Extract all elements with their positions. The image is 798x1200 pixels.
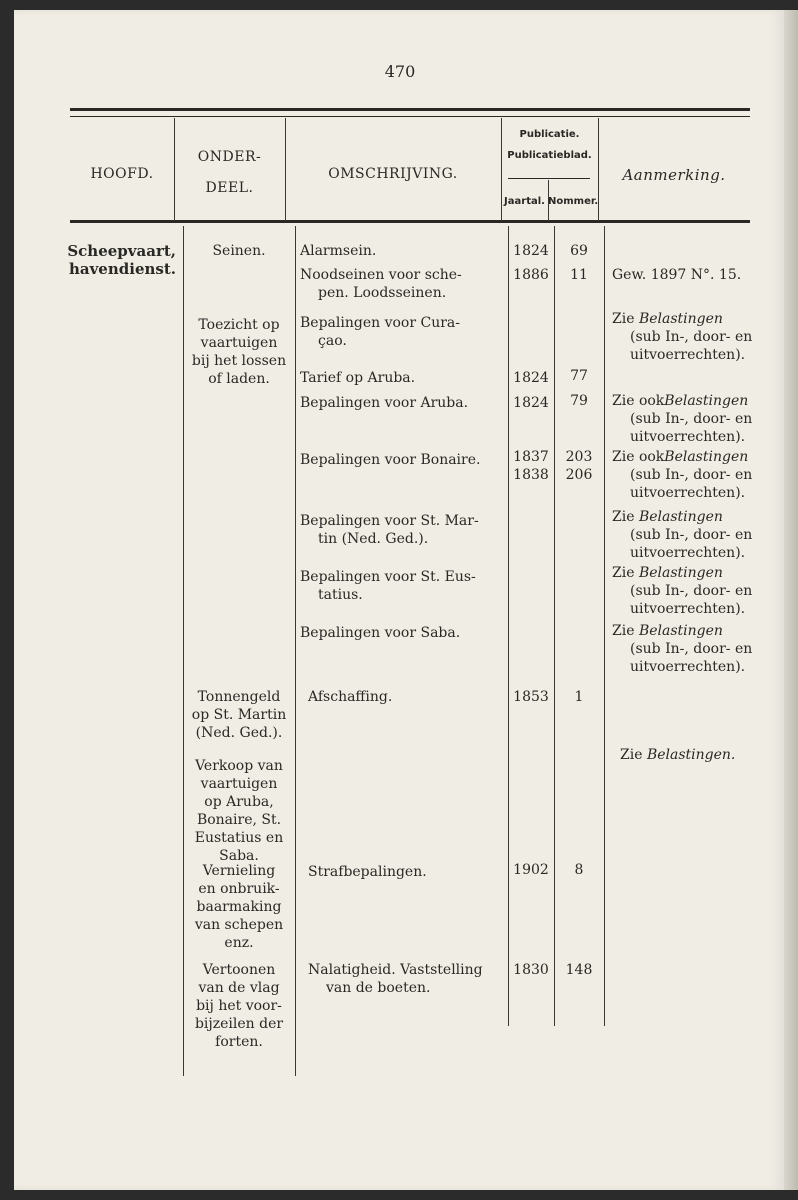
column-line (295, 226, 296, 1076)
omschrijving-cell (300, 369, 500, 387)
text-line: Verkoop van (195, 758, 283, 774)
header-divider (174, 118, 175, 221)
jaartal-cell: 1824 (513, 370, 549, 386)
text-line: op St. Martin (191, 707, 287, 723)
text-line: Bepalingen voor Aruba. (300, 395, 469, 411)
text-line: (sub In-, door- en (630, 583, 753, 599)
jaartal-cell: 1886 (513, 267, 549, 283)
text-line: Bonaire, St. (196, 812, 282, 828)
text-line: 206 (565, 467, 593, 483)
text-line: çao. (318, 333, 347, 349)
jaartal-cell: 1853 (513, 689, 549, 705)
text-line: (sub In-, door- en (630, 641, 753, 657)
text-line: van de boeten. (326, 980, 431, 996)
text-line: uitvoerrechten). (630, 347, 746, 363)
text-line: Belastingen (638, 565, 723, 581)
aanmerking-cell: Gew. 1897 N°. 15. (612, 267, 742, 283)
aanmerking-cell (612, 310, 762, 364)
text-line: baarmaking (196, 899, 282, 915)
hoofd-line-1: Scheepvaart, (67, 242, 176, 260)
hoofd-line-2: havendienst. (68, 260, 176, 278)
text-line: bijzeilen der (194, 1016, 284, 1032)
header-rule-bottom (70, 220, 750, 223)
header-jaartal: Jaartal. (504, 196, 545, 207)
text-line: Bepalingen voor Bonaire. (300, 452, 481, 468)
nommer-cell: 148 (565, 962, 593, 978)
text-line: Vertoonen (202, 962, 276, 978)
aanmerking-cell (612, 392, 762, 446)
text-line: van schepen (194, 917, 284, 933)
text-line: forten. (215, 1034, 263, 1050)
text-line: vaartuigen (200, 335, 278, 351)
omschrijving-cell (308, 863, 498, 881)
text-line: Bepalingen voor Cura- (300, 315, 460, 331)
text-line: Tonnengeld (197, 689, 281, 705)
text-line: tatius. (318, 587, 363, 603)
nommer-cell (554, 448, 604, 484)
text-line: Zie (612, 311, 635, 327)
text-line: Bepalingen voor Saba. (300, 625, 461, 641)
page-number: 470 (384, 62, 416, 81)
aanmerking-cell (612, 448, 762, 502)
onderdeel-tonnengeld (183, 688, 295, 742)
text-line: of laden. (208, 371, 270, 387)
text-line: Belastingen (664, 393, 749, 409)
text-line: uitvoerrechten). (630, 659, 746, 675)
aanmerking-cell (612, 564, 762, 618)
text-line: Belastingen (664, 449, 749, 465)
text-line: Noodseinen voor sche- (300, 267, 462, 283)
page-edge (784, 10, 798, 1190)
nommer-cell: 79 (570, 393, 588, 409)
text-line: vaartuigen (200, 776, 278, 792)
text-line: 1838 (513, 467, 549, 483)
text-line: (sub In-, door- en (630, 329, 753, 345)
text-line: uitvoerrechten). (630, 429, 746, 445)
text-line: enz. (224, 935, 254, 951)
omschrijving-cell (300, 512, 500, 548)
omschrijving-cell (300, 242, 500, 260)
text-line: op Aruba, (204, 794, 274, 810)
top-rule-thick (70, 108, 750, 111)
omschrijving-cell (300, 394, 500, 412)
top-rule-thin (70, 116, 750, 117)
text-line: (Ned. Ged.). (195, 725, 283, 741)
text-line: Belastingen. (646, 747, 736, 763)
jaartal-cell: 1830 (513, 962, 549, 978)
text-line: bij het lossen (191, 353, 287, 369)
text-line: Alarmsein. (300, 243, 377, 259)
nommer-cell: 8 (574, 862, 584, 878)
column-line (508, 226, 509, 1026)
onderdeel-verkoop (183, 757, 295, 865)
text-line: Nalatigheid. Vaststelling (308, 962, 483, 978)
text-line: Zie (612, 623, 635, 639)
text-line: 203 (565, 449, 593, 465)
header-onderdeel-2: DEEL. (205, 180, 254, 196)
jaartal-cell: 1824 (513, 243, 549, 259)
nommer-cell: 1 (574, 689, 584, 705)
text-line: Vernieling (202, 863, 276, 879)
omschrijving-cell (300, 451, 500, 469)
header-omschrijving: OMSCHRIJVING. (328, 166, 458, 182)
onderdeel-vernieling (183, 862, 295, 952)
nommer-cell: 69 (570, 243, 588, 259)
text-line: uitvoerrechten). (630, 601, 746, 617)
omschrijving-cell (308, 961, 504, 997)
text-line: Afschaffing. (308, 689, 393, 705)
onderdeel-seinen: Seinen. (212, 243, 266, 259)
text-line: Zie (620, 747, 643, 763)
publicatie-rule (508, 178, 590, 179)
text-line: (sub In-, door- en (630, 467, 753, 483)
text-line: bij het voor- (196, 998, 282, 1014)
text-line: uitvoerrechten). (630, 485, 746, 501)
onderdeel-toezicht (183, 316, 295, 388)
text-line: Zie ook (612, 393, 665, 409)
text-line: Tarief op Aruba. (300, 370, 416, 386)
text-line: Zie ook (612, 449, 665, 465)
header-onderdeel-1: ONDER- (197, 149, 262, 165)
text-line: 1837 (513, 449, 549, 465)
text-line: Belastingen (638, 509, 723, 525)
jaartal-cell (508, 448, 554, 484)
omschrijving-cell (300, 568, 500, 604)
text-line: uitvoerrechten). (630, 545, 746, 561)
header-publicatieblad: Publicatieblad. (507, 150, 592, 161)
header-nommer: Nommer. (548, 196, 599, 207)
header-publicatie: Publicatie. (519, 129, 580, 140)
text-line: Saba. (219, 848, 259, 864)
header-aanmerking: Aanmerking. (622, 166, 726, 184)
onderdeel-vertoonen (183, 961, 295, 1051)
text-line: tin (Ned. Ged.). (318, 531, 429, 547)
omschrijving-cell (308, 688, 498, 706)
text-line: en onbruik- (198, 881, 280, 897)
omschrijving-cell (300, 624, 500, 642)
text-line: Bepalingen voor St. Mar- (300, 513, 479, 529)
text-line: Bepalingen voor St. Eus- (300, 569, 476, 585)
column-line (554, 226, 555, 1026)
column-line (604, 226, 605, 1026)
text-line: Belastingen (638, 311, 723, 327)
text-line: Toezicht op (198, 317, 280, 333)
text-line: Strafbepalingen. (308, 864, 427, 880)
omschrijving-cell (300, 314, 500, 350)
text-line: Zie (612, 565, 635, 581)
text-line: (sub In-, door- en (630, 527, 753, 543)
text-line: Eustatius en (194, 830, 284, 846)
aanmerking-cell (620, 746, 760, 764)
text-line: Belastingen (638, 623, 723, 639)
header-hoofd: HOOFD. (90, 166, 154, 182)
jaartal-cell: 1824 (513, 395, 549, 411)
nommer-cell: 11 (570, 267, 588, 283)
aanmerking-cell (612, 622, 762, 676)
aanmerking-cell (612, 508, 762, 562)
text-line: van de vlag (198, 980, 280, 996)
jaartal-cell: 1902 (513, 862, 549, 878)
omschrijving-cell (300, 266, 500, 302)
text-line: Zie (612, 509, 635, 525)
text-line: (sub In-, door- en (630, 411, 753, 427)
text-line: pen. Loodsseinen. (318, 285, 447, 301)
nommer-cell: 77 (570, 368, 588, 384)
